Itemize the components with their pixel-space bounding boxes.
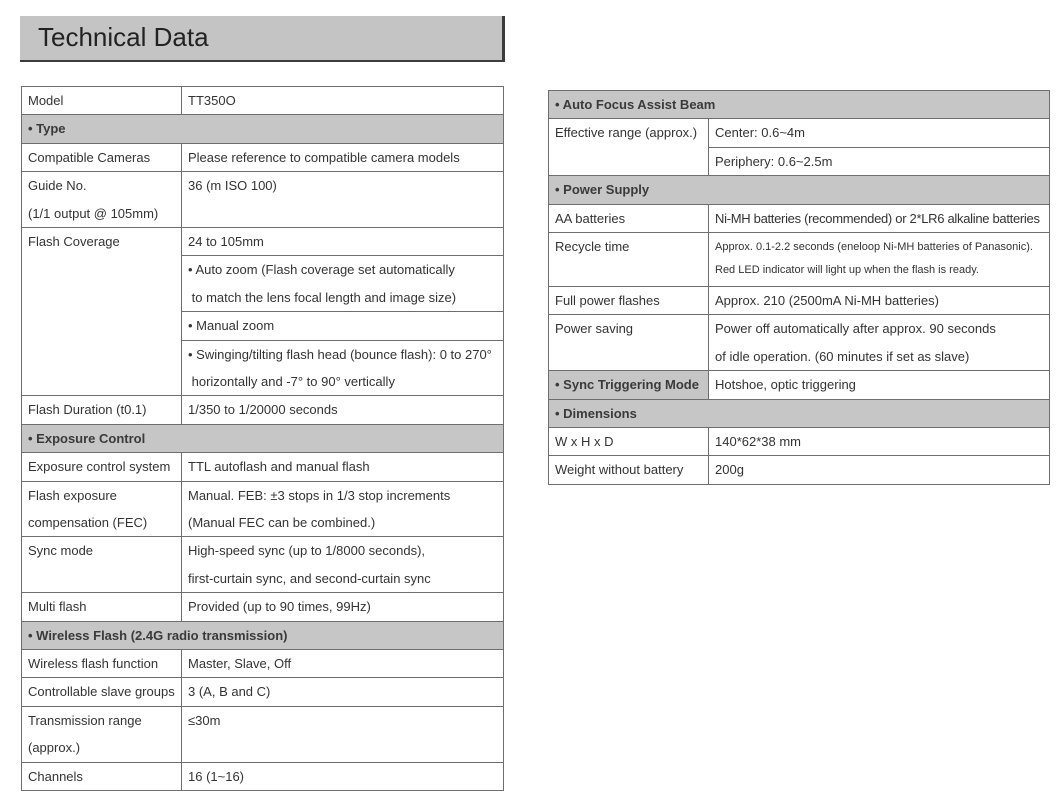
spec-value: Provided (up to 90 times, 99Hz) — [182, 593, 504, 621]
table-row-model — [22, 87, 504, 115]
section-title: • Power Supply — [549, 176, 1050, 204]
spec-label: Recycle time — [549, 233, 709, 287]
table-row-recycle-time — [549, 233, 1050, 287]
spec-label: Effective range (approx.) — [549, 119, 709, 176]
spec-value: Ni-MH batteries (recommended) or 2*LR6 alkaline batteries — [709, 204, 1050, 232]
table-row-exposure-system — [22, 453, 504, 481]
spec-label — [22, 172, 182, 228]
table-row-sync-triggering — [549, 371, 1050, 399]
spec-label: Power saving — [549, 315, 709, 371]
spec-label: Channels — [22, 762, 182, 790]
value-line: Approx. 0.1-2.2 seconds (eneloop Ni-MH batteries of Panasonic). — [715, 241, 1033, 254]
spec-label: Weight without battery — [549, 456, 709, 484]
section-header-dimensions — [549, 399, 1050, 427]
spec-value — [182, 537, 504, 593]
spec-label: AA batteries — [549, 204, 709, 232]
table-row-sync-mode — [22, 537, 504, 593]
spec-value: Approx. 210 (2500mA Ni-MH batteries) — [709, 287, 1050, 315]
table-row-multi-flash — [22, 593, 504, 621]
spec-label: Full power flashes — [549, 287, 709, 315]
section-title: • Auto Focus Assist Beam — [549, 91, 1050, 119]
table-row-aa-batteries — [549, 204, 1050, 232]
table-row-weight — [549, 456, 1050, 484]
spec-value: 36 (m ISO 100) — [182, 172, 504, 228]
spec-value: Center: 0.6~4m — [709, 119, 1050, 147]
spec-label: Exposure control system — [22, 453, 182, 481]
spec-value: Periphery: 0.6~2.5m — [709, 147, 1050, 175]
spec-value: ≤30m — [182, 706, 504, 762]
spec-value: Please reference to compatible camera models — [182, 143, 504, 171]
label-line: Guide No. — [28, 178, 87, 194]
table-row-guide-no — [22, 172, 504, 228]
section-title: • Exposure Control — [22, 424, 504, 452]
value-line: • Swinging/tilting flash head (bounce flash): 0 to 270° — [188, 346, 492, 362]
spec-value — [709, 233, 1050, 287]
spec-value: TTL autoflash and manual flash — [182, 453, 504, 481]
table-row-flash-duration — [22, 396, 504, 424]
section-title: • Sync Triggering Mode — [549, 371, 709, 399]
spec-value: Master, Slave, Off — [182, 649, 504, 677]
value-line: horizontally and -7° to 90° vertically — [188, 373, 395, 389]
spec-table-left — [21, 86, 504, 791]
spec-value: 1/350 to 1/20000 seconds — [182, 396, 504, 424]
spec-value: TT350O — [182, 87, 504, 115]
section-header-exposure-control — [22, 424, 504, 452]
value-line: (Manual FEC can be combined.) — [188, 514, 376, 530]
spec-value — [182, 340, 504, 396]
table-row-full-power-flashes — [549, 287, 1050, 315]
table-row-wxhxd — [549, 428, 1050, 456]
spec-value: 16 (1~16) — [182, 762, 504, 790]
table-row-slave-groups — [22, 678, 504, 706]
spec-value: 200g — [709, 456, 1050, 484]
table-row-fec — [22, 481, 504, 537]
spec-table-right — [548, 90, 1050, 485]
section-header-type — [22, 115, 504, 143]
label-line: compensation (FEC) — [28, 514, 148, 530]
spec-label: Model — [22, 87, 182, 115]
section-header-power-supply — [549, 176, 1050, 204]
page-title: Technical Data — [38, 22, 209, 52]
table-row-wireless-function — [22, 649, 504, 677]
value-line: Power off automatically after approx. 90 seconds — [715, 321, 996, 337]
table-row-transmission-range — [22, 706, 504, 762]
label-line: Flash exposure — [28, 487, 117, 503]
spec-label: Controllable slave groups — [22, 678, 182, 706]
table-row-effective-range — [549, 119, 1050, 147]
table-row-flash-coverage — [22, 228, 504, 256]
value-line: Manual. FEB: ±3 stops in 1/3 stop increments — [188, 487, 451, 503]
spec-label: Multi flash — [22, 593, 182, 621]
spec-label — [22, 706, 182, 762]
value-line: Red LED indicator will light up when the flash is ready. — [715, 264, 979, 277]
spec-label: Flash Coverage — [22, 228, 182, 396]
spec-label: Wireless flash function — [22, 649, 182, 677]
section-header-af-assist — [549, 91, 1050, 119]
spec-value — [709, 315, 1050, 371]
label-line: Transmission range — [28, 712, 142, 728]
section-title: • Type — [22, 115, 504, 143]
value-line: to match the lens focal length and image size) — [188, 289, 457, 305]
value-line: High-speed sync (up to 1/8000 seconds), — [188, 543, 426, 559]
table-row-power-saving — [549, 315, 1050, 371]
label-line: (1/1 output @ 105mm) — [28, 205, 159, 221]
spec-value — [182, 481, 504, 537]
spec-value: • Manual zoom — [182, 312, 504, 340]
spec-label — [22, 481, 182, 537]
section-title: • Wireless Flash (2.4G radio transmission) — [22, 621, 504, 649]
spec-value: 140*62*38 mm — [709, 428, 1050, 456]
table-row-compatible-cameras — [22, 143, 504, 171]
spec-value — [182, 256, 504, 312]
spec-label: Sync mode — [22, 537, 182, 593]
spec-value: Hotshoe, optic triggering — [709, 371, 1050, 399]
value-line: of idle operation. (60 minutes if set as slave) — [715, 348, 970, 364]
label-line: (approx.) — [28, 740, 81, 756]
value-line: first-curtain sync, and second-curtain sync — [188, 570, 431, 586]
spec-label: Flash Duration (t0.1) — [22, 396, 182, 424]
spec-value: 24 to 105mm — [182, 228, 504, 256]
section-header-wireless-flash — [22, 621, 504, 649]
title-banner — [20, 16, 505, 62]
table-row-channels — [22, 762, 504, 790]
spec-label: W x H x D — [549, 428, 709, 456]
spec-value: 3 (A, B and C) — [182, 678, 504, 706]
spec-label: Compatible Cameras — [22, 143, 182, 171]
section-title: • Dimensions — [549, 399, 1050, 427]
value-line: • Auto zoom (Flash coverage set automatically — [188, 262, 455, 278]
